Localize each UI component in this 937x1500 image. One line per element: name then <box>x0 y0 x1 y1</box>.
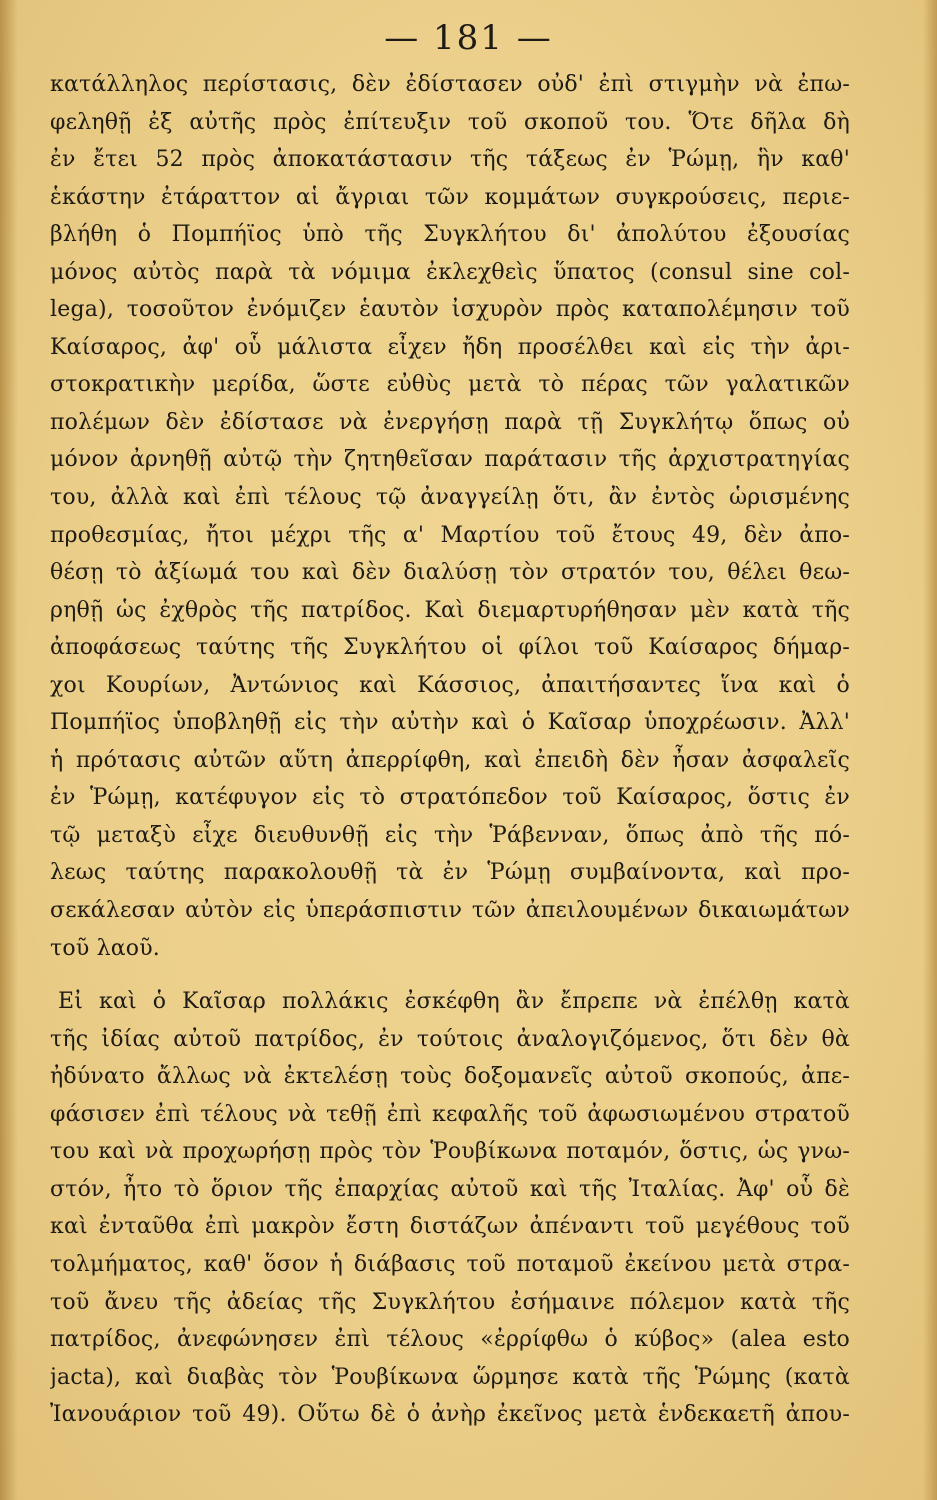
text-line: Καίσαρος, ἀφ' οὗ μάλιστα εἶχεν ἤδη προσέλθει καὶ εἰς τὴν ἀρι- <box>50 334 850 360</box>
text-line: λεως ταύτης παρακολουθῇ τὰ ἐν Ῥώμῃ συμβαίνοντα, καὶ προ- <box>50 860 850 886</box>
page-body <box>50 66 850 1434</box>
text-line: ἐν Ῥώμῃ, κατέφυγον εἰς τὸ στρατόπεδον τοῦ Καίσαρος, ὅστις ἐν <box>50 785 850 811</box>
text-line: τῷ μεταξὺ εἶχε διευθυνθῇ εἰς τὴν Ῥάβενναν, ὅπως ἀπὸ τῆς πό- <box>50 822 850 848</box>
text-line: καὶ ἐνταῦθα ἐπὶ μακρὸν ἔστη διστάζων ἀπέναντι τοῦ μεγέθους τοῦ <box>50 1214 850 1240</box>
text-line: ρηθῇ ὡς ἐχθρὸς τῆς πατρίδος. Καὶ διεμαρτυρήθησαν μὲν κατὰ τῆς <box>50 597 850 623</box>
text-line: τῆς ἰδίας αὐτοῦ πατρίδος, ἐν τούτοις ἀναλογιζόμενος, ὅτι δὲν θὰ <box>50 1026 850 1052</box>
text-line: lega), τοσοῦτον ἐνόμιζεν ἑαυτὸν ἰσχυρὸν πρὸς καταπολέμησιν τοῦ <box>50 297 850 323</box>
text-line: χοι Κουρίων, Ἀντώνιος καὶ Κάσσιος, ἀπαιτήσαντες ἵνα καὶ ὁ <box>50 672 850 698</box>
paragraph-1 <box>50 66 850 967</box>
text-line: ἀποφάσεως ταύτης τῆς Συγκλήτου οἱ φίλοι τοῦ Καίσαρος δήμαρ- <box>50 635 850 661</box>
text-line: του, ἀλλὰ καὶ ἐπὶ τέλους τῷ ἀναγγείλῃ ὅτι, ἂν ἐντὸς ὡρισμένης <box>50 485 850 511</box>
text-line: Ἰανουάριον τοῦ 49). Οὕτω δὲ ὁ ἀνὴρ ἐκεῖνος μετὰ ἑνδεκαετῆ ἀπου- <box>50 1402 850 1428</box>
text-line: ἠδύνατο ἄλλως νὰ ἐκτελέσῃ τοὺς δοξομανεῖς αὐτοῦ σκοπούς, ἀπε- <box>50 1064 850 1090</box>
text-line: jacta), καὶ διαβὰς τὸν Ῥουβίκωνα ὥρμησε κατὰ τῆς Ῥώμης (κατὰ <box>50 1364 850 1390</box>
text-line: Πομπήϊος ὑποβληθῇ εἰς τὴν αὐτὴν καὶ ὁ Καῖσαρ ὑποχρέωσιν. Ἀλλ' <box>50 710 850 736</box>
text-line: φάσισεν ἐπὶ τέλους νὰ τεθῇ ἐπὶ κεφαλῆς τοῦ ἀφωσιωμένου στρατοῦ <box>50 1101 850 1127</box>
text-line: τοῦ λαοῦ. <box>50 935 160 961</box>
text-line: πολέμων δὲν ἐδίστασε νὰ ἐνεργήσῃ παρὰ τῇ Συγκλήτῳ ὅπως οὐ <box>50 409 850 435</box>
page-edge-shadow-left <box>0 0 18 1500</box>
page-number: — 181 — <box>384 18 553 58</box>
text-line: προθεσμίας, ἤτοι μέχρι τῆς α' Μαρτίου τοῦ ἔτους 49, δὲν ἀπο- <box>50 522 850 548</box>
text-line: στόν, ἦτο τὸ ὅριον τῆς ἐπαρχίας αὐτοῦ καὶ τῆς Ἰταλίας. Ἀφ' οὗ δὲ <box>50 1176 850 1202</box>
text-line: ἡ πρότασις αὐτῶν αὕτη ἀπερρίφθη, καὶ ἐπειδὴ δὲν ἦσαν ἀσφαλεῖς <box>50 747 850 773</box>
text-line: στοκρατικὴν μερίδα, ὥστε εὐθὺς μετὰ τὸ πέρας τῶν γαλατικῶν <box>50 372 850 398</box>
text-line: του καὶ νὰ προχωρήσῃ πρὸς τὸν Ῥουβίκωνα ποταμόν, ὅστις, ὡς γνω- <box>50 1139 850 1165</box>
paragraph-2 <box>50 983 850 1434</box>
text-line: τοῦ ἄνευ τῆς ἀδείας τῆς Συγκλήτου ἐσήμαινε πόλεμον κατὰ τῆς <box>50 1289 850 1315</box>
text-line: ἐν ἔτει 52 πρὸς ἀποκατάστασιν τῆς τάξεως ἐν Ῥώμῃ, ἣν καθ' <box>50 147 850 173</box>
text-line: Εἰ καὶ ὁ Καῖσαρ πολλάκις ἐσκέφθη ἂν ἔπρεπε νὰ ἐπέλθῃ κατὰ <box>58 989 850 1015</box>
text-line: πατρίδος, ἀνεφώνησεν ἐπὶ τέλους «ἐρρίφθω ὁ κύβος» (alea esto <box>50 1327 850 1353</box>
text-line: βλήθη ὁ Πομπήϊος ὑπὸ τῆς Συγκλήτου δι' ἀπολύτου ἐξουσίας <box>50 222 850 248</box>
text-line: μόνον ἀρνηθῇ αὐτῷ τὴν ζητηθεῖσαν παράτασιν τῆς ἀρχιστρατηγίας <box>50 447 850 473</box>
text-line: μόνος αὐτὸς παρὰ τὰ νόμιμα ἐκλεχθεὶς ὕπατος (consul sine col- <box>50 259 850 285</box>
text-line: κατάλληλος περίστασις, δὲν ἐδίστασεν οὐδ' ἐπὶ στιγμὴν νὰ ἐπω- <box>50 72 850 97</box>
page-edge-shadow-right <box>923 0 937 1500</box>
text-line: τολμήματος, καθ' ὅσον ἡ διάβασις τοῦ ποταμοῦ ἐκείνου μετὰ στρα- <box>50 1251 850 1277</box>
text-line: φεληθῇ ἐξ αὐτῆς πρὸς ἐπίτευξιν τοῦ σκοποῦ του. Ὅτε δῆλα δὴ <box>50 109 850 135</box>
paragraph-gap <box>50 967 850 983</box>
text-line: θέσῃ τὸ ἀξίωμά του καὶ δὲν διαλύσῃ τὸν στρατόν του, θέλει θεω- <box>50 560 850 586</box>
text-line: ἑκάστην ἐτάραττον αἱ ἄγριαι τῶν κομμάτων συγκρούσεις, περιε- <box>50 184 850 210</box>
text-line: σεκάλεσαν αὐτὸν εἰς ὑπεράσπιστιν τῶν ἀπειλουμένων δικαιωμάτων <box>50 898 850 924</box>
